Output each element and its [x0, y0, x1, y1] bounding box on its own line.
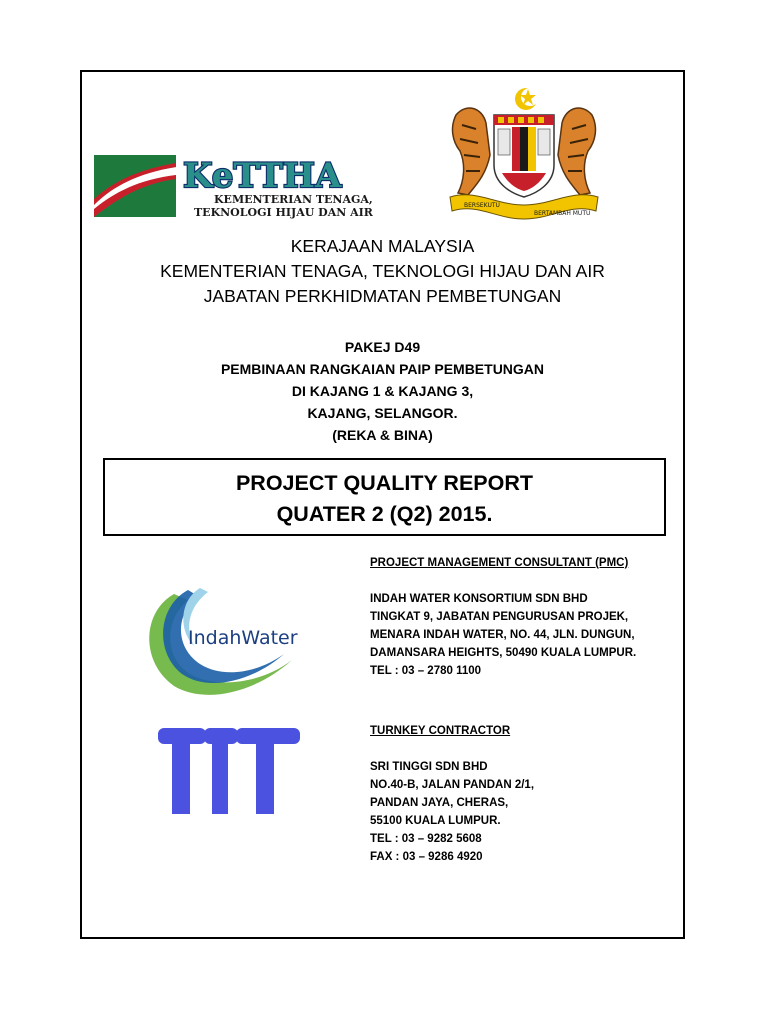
report-title-box — [103, 458, 666, 536]
indahwater-swirl-icon — [134, 582, 302, 700]
contractor-info — [370, 722, 534, 866]
pmc-address-line: TINGKAT 9, JABATAN PENGURUSAN PROJEK, — [370, 611, 629, 623]
package-line: DI KAJANG 1 & KAJANG 3, — [291, 383, 474, 399]
coat-of-arms — [446, 85, 602, 225]
package-line: KAJANG, SELANGOR. — [307, 405, 458, 421]
sri-tinggi-emblem-icon — [156, 724, 304, 816]
motto-right: BERTAMBAH MUTU — [534, 210, 591, 217]
report-period: QUATER 2 (Q2) 2015. — [276, 502, 493, 526]
motto-left: BERSEKUTU — [464, 202, 500, 209]
contractor-company: SRI TINGGI SDN BHD — [370, 761, 488, 773]
header-line: KERAJAAN MALAYSIA — [290, 236, 475, 256]
pmc-address-line: MENARA INDAH WATER, NO. 44, JLN. DUNGUN, — [370, 629, 635, 641]
pmc-company: INDAH WATER KONSORTIUM SDN BHD — [370, 593, 588, 605]
package-line: PAKEJ D49 — [344, 339, 421, 355]
package-line: PEMBINAAN RANGKAIAN PAIP PEMBETUNGAN — [220, 361, 545, 377]
sri-tinggi-logo — [156, 724, 304, 816]
contractor-address-line: PANDAN JAYA, CHERAS, — [370, 797, 509, 809]
pmc-tel: TEL : 03 – 2780 1100 — [370, 665, 482, 677]
contractor-tel: TEL : 03 – 9282 5608 — [370, 833, 482, 845]
ketha-wordmark: KeTTHA — [183, 156, 342, 196]
header-line: JABATAN PERKHIDMATAN PEMBETUNGAN — [203, 286, 562, 306]
contractor-address-line: 55100 KUALA LUMPUR. — [370, 815, 501, 827]
package-info — [80, 336, 685, 446]
contractor-address-line: NO.40-B, JALAN PANDAN 2/1, — [370, 779, 535, 791]
indahwater-logo — [134, 582, 302, 700]
package-line: (REKA & BINA) — [332, 427, 433, 443]
ketha-subtitle-line2: TEKNOLOGI HIJAU DAN AIR — [194, 206, 373, 219]
coat-of-arms-icon — [446, 85, 602, 225]
report-title: PROJECT QUALITY REPORT — [235, 471, 534, 495]
pmc-heading: PROJECT MANAGEMENT CONSULTANT (PMC) — [370, 557, 629, 569]
ketha-logo — [94, 153, 424, 221]
government-header — [80, 234, 685, 309]
indahwater-wordmark: IndahWater — [188, 627, 298, 649]
pmc-info — [370, 554, 636, 680]
contractor-fax: FAX : 03 – 9286 4920 — [370, 851, 483, 863]
header-line: KEMENTERIAN TENAGA, TEKNOLOGI HIJAU DAN AIR — [160, 261, 605, 281]
ketha-subtitle-line1: KEMENTERIAN TENAGA, — [214, 193, 373, 206]
pmc-address-line: DAMANSARA HEIGHTS, 50490 KUALA LUMPUR. — [370, 647, 637, 659]
ketha-emblem-icon — [94, 153, 424, 221]
contractor-heading: TURNKEY CONTRACTOR — [370, 725, 511, 737]
